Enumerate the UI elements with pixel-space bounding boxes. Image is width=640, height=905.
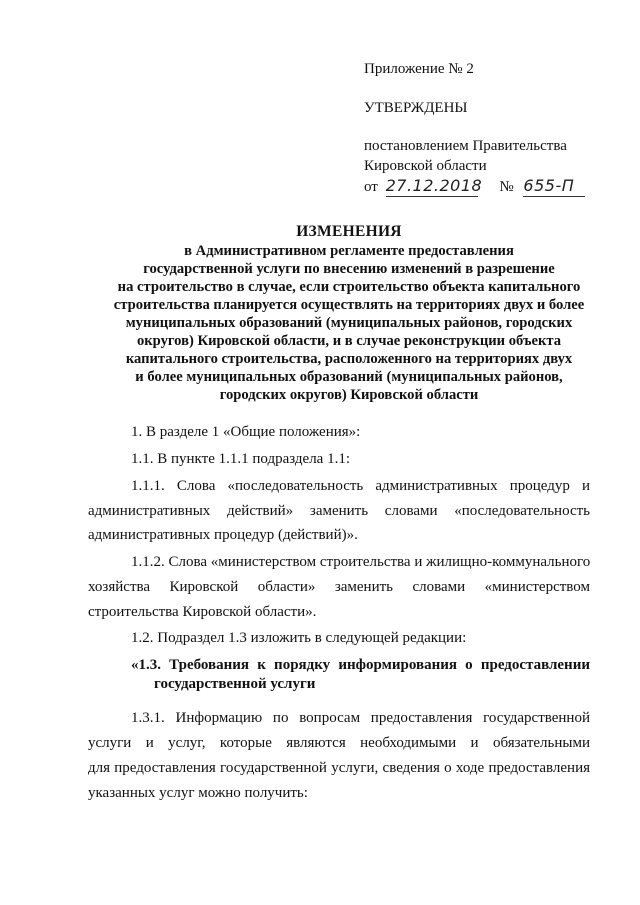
paragraph-1-3-1-line: 1.3.1. Информацию по вопросам предоставления государственной <box>131 710 590 726</box>
title-line: государственной услуги по внесению изменений в разрешение <box>143 261 555 277</box>
document-title <box>80 223 618 404</box>
paragraph-1-1-1-line: 1.1.1. Слова «последовательность административных процедур и <box>131 478 590 494</box>
paragraph-1-2: 1.2. Подраздел 1.3 изложить в следующей редакции: <box>131 630 467 646</box>
date-number-line <box>364 176 585 197</box>
title-line: строительства планируется осуществлять на территориях двух и более <box>113 297 585 313</box>
paragraph-1-1: 1.1. В пункте 1.1.1 подраздела 1.1: <box>131 451 351 467</box>
paragraph-1-3-1-line: для предоставления государственной услуги, сведения о ходе предоставления <box>88 760 590 776</box>
approved-text: УТВЕРЖДЕНЫ <box>364 100 468 116</box>
title-line: в Административном регламенте предоставления <box>184 243 514 259</box>
title-heading: ИЗМЕНЕНИЯ <box>296 223 402 240</box>
paragraph-1-1-2-line: 1.1.2. Слова «министерством строительства и жилищно-коммунального <box>131 554 591 570</box>
paragraph-1-1-1-line: административных действий» заменить словами «последовательность <box>88 503 590 519</box>
number-prefix: № <box>499 179 514 195</box>
paragraph-1-1-1-line: административных процедур (действий)». <box>88 527 358 543</box>
resolution-block <box>364 136 585 197</box>
section-heading-line: «1.3. Требования к порядку информирования о предоставлении <box>131 657 590 673</box>
title-line: и более муниципальных образований (муниципальных районов, <box>135 369 563 385</box>
title-line: на строительство в случае, если строительство объекта капитального <box>117 279 581 295</box>
title-line: капитального строительства, расположенного на территориях двух <box>125 351 573 367</box>
paragraph-1-3-1-line: указанных услуг можно получить: <box>88 785 308 801</box>
resolution-line-1: постановлением Правительства <box>364 138 567 154</box>
section-heading-line: государственной услуги <box>154 676 316 692</box>
paragraph-1-3-1-line: услуги и услуг, которые являются необходимыми и обязательными <box>88 735 590 751</box>
paragraph-1-1-2-line: хозяйства Кировской области» заменить словами «министерством <box>88 579 590 595</box>
handwritten-number: 655-П <box>523 176 585 197</box>
approved-label <box>364 98 468 118</box>
paragraph-1-1-2-line: строительства Кировской области». <box>88 604 317 620</box>
title-line: округов) Кировской области, и в случае реконструкции объекта <box>136 333 562 349</box>
appendix-number <box>364 59 474 79</box>
paragraph-1: 1. В разделе 1 «Общие положения»: <box>131 424 361 440</box>
title-line: муниципальных образований (муниципальных районов, городских <box>125 315 573 331</box>
date-prefix: от <box>364 179 378 195</box>
title-line: городских округов) Кировской области <box>219 387 479 403</box>
handwritten-date: 27.12.2018 <box>385 176 483 195</box>
resolution-line-2: Кировской области <box>364 158 487 174</box>
appendix-number-text: Приложение № 2 <box>364 61 474 77</box>
